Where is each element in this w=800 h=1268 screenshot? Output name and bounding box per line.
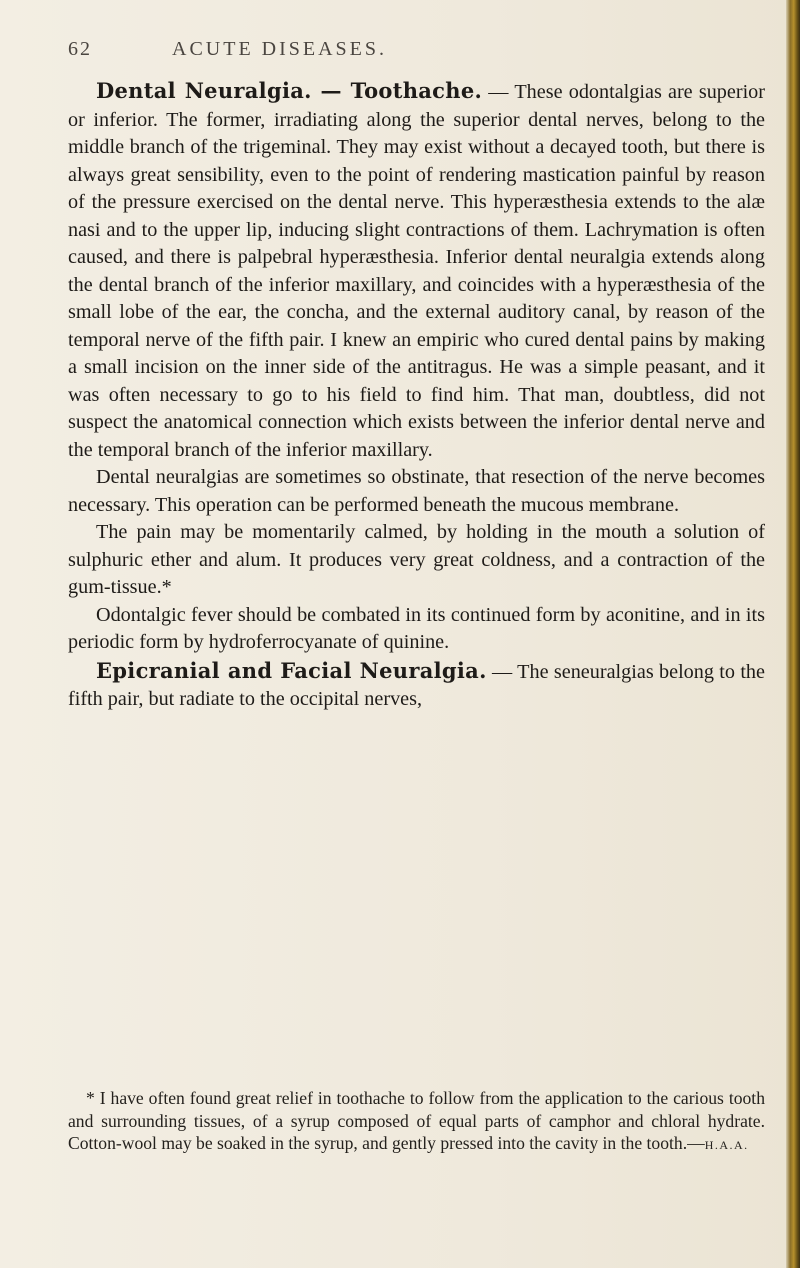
page-number: 62 — [68, 38, 92, 60]
section-heading-epicranial-neuralgia: Epicranial and Facial Neuralgia. — [96, 657, 487, 683]
running-title: ACUTE DISEASES. — [172, 38, 388, 60]
paragraph-ether-alum: The pain may be momentarily calmed, by holding in the mouth a solution of sulphuric ether and alum. It produces very great coldness, and a contraction of the gum-tissue.* — [68, 521, 765, 598]
footnote-text: * I have often found great relief in toothache to follow from the application to the carious tooth and surrounding tissues, of a syrup composed of equal parts of camphor and chloral hydrate. Cotton-wool may be soaked in the syrup, and gently pressed into the cavity in the tooth.— — [68, 1088, 765, 1154]
footnote — [68, 1087, 765, 1157]
paragraph-epicranial-neuralgia — [68, 657, 765, 714]
footnote-signature: H.A.A. — [704, 1138, 749, 1153]
section-heading-dental-neuralgia: Dental Neuralgia. — Toothache. — [96, 78, 483, 103]
footnote-paragraph — [68, 1087, 765, 1157]
running-head — [68, 38, 758, 64]
page-edge-binding — [786, 0, 800, 1268]
paragraph-text: — These odontalgias are superior or inferior. The former, irradiating along the superior dental nerves, belong to the middle branch of the trigeminal. They may exist without a decayed tooth, but there is always great sensibility, even to the point of rendering mastication painful by reason of the pressure exercised on the dental nerve. This hyperæsthesia extends to the alæ nasi and to the upper lip, inducing slight contractions of them. Lachrymation is often caused, and there is palpebral hyperæsthesia. Inferior dental neuralgia extends along the dental branch of the inferior maxillary, and coincides with a hyperæsthesia of the small lobe of the ear, the concha, and the external auditory canal, by reason of the temporal nerve of the fifth pair. I knew an empiric who cured dental pains by making a small incision on the inner side of the antitragus. He was a simple peasant, and it was often necessary to go to his field to find him. That man, doubtless, did not suspect the anatomical connection which exists between the inferior dental nerve and the temporal branch of the inferior maxillary. — [68, 81, 765, 461]
main-text — [68, 77, 765, 714]
paragraph-text: — The seneuralgias belong to the fifth pair, but radiate to the occipital nerves, — [68, 660, 765, 710]
paragraph-resection: Dental neuralgias are sometimes so obstinate, that resection of the nerve becomes necessary. This operation can be performed beneath the mucous membrane. — [68, 466, 765, 516]
paragraph-dental-neuralgia — [68, 77, 765, 464]
paragraph-odontalgic-fever: Odontalgic fever should be combated in its continued form by aconitine, and in its periodic form by hydroferrocyanate of quinine. — [68, 603, 765, 653]
